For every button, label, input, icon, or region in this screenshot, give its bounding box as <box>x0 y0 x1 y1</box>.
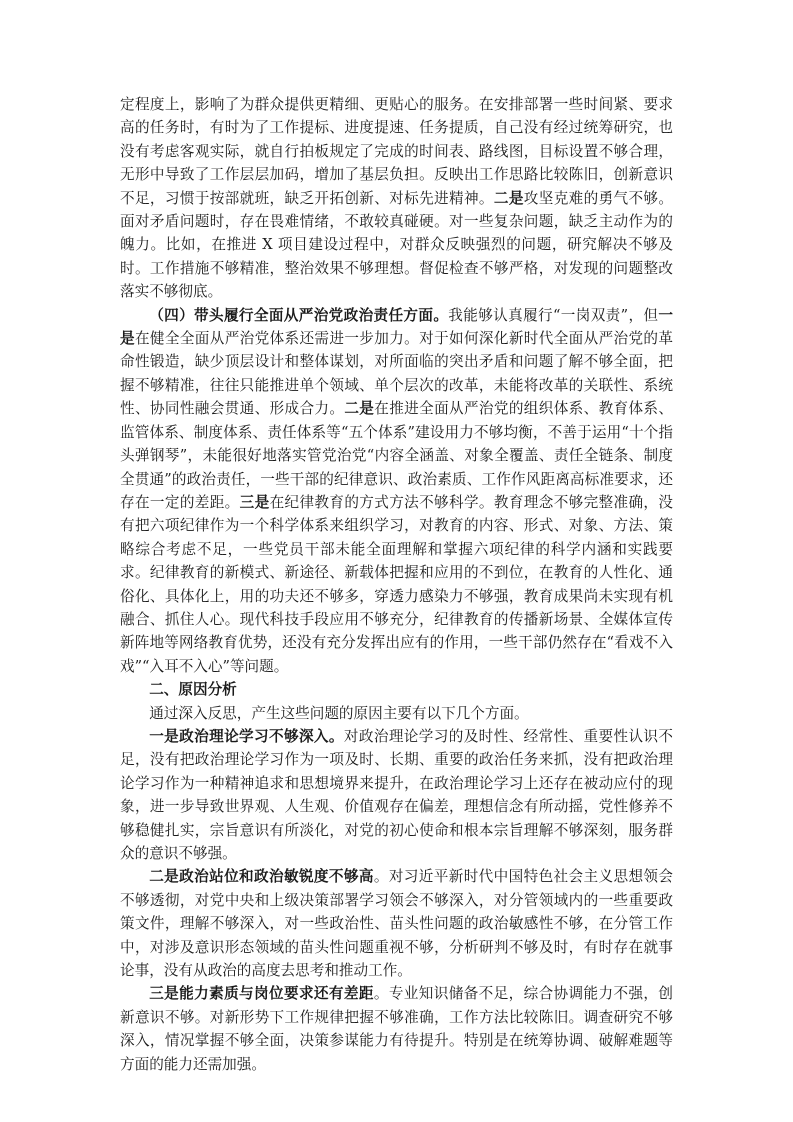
text-run: 在纪律教育的方式方法不够科学。教育理念不够完整准确，没有把六项纪律作为一个科学体系来组织学习，对教育的内容、形式、对象、方法、策略综合考虑不足，一些党员干部未能全面理解和掌握六项纪律的科学内涵和实践要求。纪律教育的新模式、新途径、新载体把握和应用的不到位，在教育的人性化、通俗化、具体化上，用的功夫还不够多，穿透力感染力不够强，教育成果尚未实现有机融合、抓住人心。现代科技手段应用不够充分，纪律教育的传播新场景、全媒体宣传新阵地等网络教育优势，还没有充分发挥出应有的作用，一些干部仍然存在“看戏不入戏”“入耳不入心”等问题。 <box>120 493 673 675</box>
paragraph-continuation <box>120 93 673 304</box>
text-run: 在健全全面从严治党体系还需进一步加力。对于如何深化新时代全面从严治党的革命性锻造，缺少顶层设计和整体谋划，对所面临的突出矛盾和问题了解不够全面，把握不够精准，往往只能推进单个领域、单个层次的改革，未能将改革的关联性、系统性、协同性融会贯通、形成合力。 <box>120 330 673 418</box>
paragraph-intro <box>120 702 673 725</box>
reason-heading: 一是政治理论学习不够深入。 <box>149 727 344 745</box>
document-page <box>120 93 673 1076</box>
reason-heading: 三是能力素质与岗位要求还有差距 <box>149 985 374 1003</box>
text-run: 攻坚克难的勇气不够。面对矛盾问题时，存在畏难情绪，不敢较真碰硬。对一些复杂问题，缺乏主动作为的魄力。比如，在推进 X 项目建设过程中，对群众反映强烈的问题，研究解决不够及时。工作措施不够精准，整治效果不够理想。督促检查不够严格，对发现的问题整改落实不够彻底。 <box>120 189 673 301</box>
text-run: 。专业知识储备不足，综合协调能力不强，创新意识不够。对新形势下工作规律把握不够准确，工作方法比较陈旧。调查研究不够深入，情况掌握不够全面，决策参谋能力有待提升。特别是在统筹协调、破解难题等方面的能力还需加强。 <box>120 985 673 1073</box>
bold-marker: 三是 <box>239 493 270 511</box>
paragraph-reason-three <box>120 982 673 1076</box>
paragraph-reason-one <box>120 725 673 865</box>
bold-marker: 二是 <box>493 189 524 207</box>
paragraph-reason-two <box>120 865 673 982</box>
text-run: 我能够认真履行“一岗双责”，但 <box>448 306 659 324</box>
section-heading: （四）带头履行全面从严治党政治责任方面。 <box>149 306 449 324</box>
bold-marker: 一是 <box>120 306 673 348</box>
text-run: 定程度上，影响了为群众提供更精细、更贴心的服务。在安排部署一些时间紧、要求高的任务时，有时为了工作提标、进度提速、任务提质，自己没有经过统筹研究，也没有考虑客观实际，就自行拍板规定了完成的时间表、路线图，目标设置不够合理，无形中导致了工作层层加码，增加了基层负担。反映出工作思路比较陈旧，创新意识不足，习惯于按部就班，缺乏开拓创新、对标先进精神。 <box>120 96 673 207</box>
reason-heading: 二是政治站位和政治敏锐度不够高 <box>149 868 374 886</box>
text-run: 对政治理论学习的及时性、经常性、重要性认识不足，没有把政治理论学习作为一项及时、长期、重要的政治任务来抓，没有把政治理论学习作为一种精神追求和思想境界来提升，在政治理论学习上还存在被动应付的现象，进一步导致世界观、人生观、价值观存在偏差，理想信念有所动摇，党性修养不够稳健扎实，宗旨意识有所淡化，对党的初心使命和根本宗旨理解不够深刻，服务群众的意识不够强。 <box>120 727 673 862</box>
paragraph-section-four <box>120 304 673 679</box>
text-run: 。对习近平新时代中国特色社会主义思想领会不够透彻，对党中央和上级决策部署学习领会不够深入，对分管领域内的一些重要政策文件，理解不够深入，对一些政治性、苗头性问题的政治敏感性不够，在分管工作中，对涉及意识形态领域的苗头性问题重视不够，分析研判不够及时，有时存在就事论事，没有从政治的高度去思考和推动工作。 <box>120 868 673 980</box>
bold-marker: 二是 <box>344 400 375 418</box>
section-title-cause-analysis: 二、原因分析 <box>149 681 237 699</box>
text-run: 在推进全面从严治党的组织体系、教育体系、监管体系、制度体系、责任体系等“五个体系”建设用力不够均衡，不善于运用“十个指头弹钢琴”，未能很好地落实管党治党“内容全涵盖、对象全覆盖、责任全链条、制度全贯通”的政治责任，一些干部的纪律意识、政治素质、工作作风距离高标准要求，还存在一定的差距。 <box>120 400 673 511</box>
text-run: 通过深入反思，产生这些问题的原因主要有以下几个方面。 <box>149 704 529 722</box>
